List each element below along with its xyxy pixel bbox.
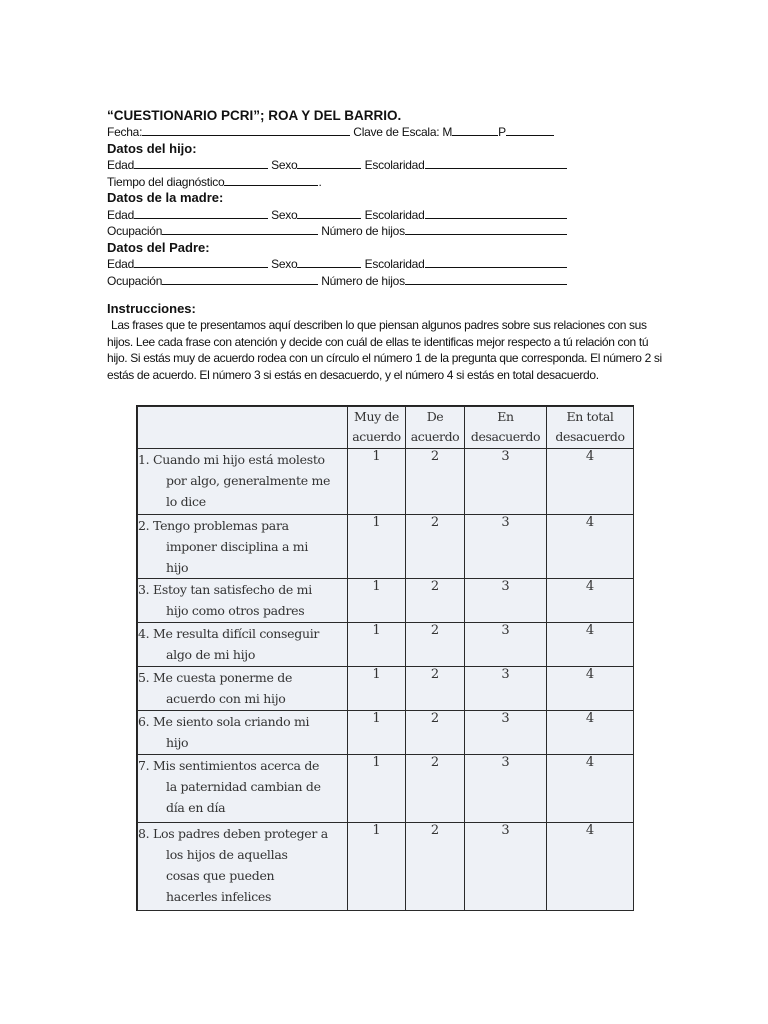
instructions-body: Las frases que te presentamos aquí describen lo que piensan algunos padres sobre sus relaciones con sus hijos. Lee cada frase con atención y decide con cuál de ellas te identificas mejor respecto a tú relación con tú hijo. Si estás muy de acuerdo rodea con un círculo el número 1 de la pregunta que corresponda. El número 2 si estás de acuerdo. El número 3 si estás en desacuerdo, y el número 4 si estás en total desacuerdo. (107, 318, 662, 382)
answer-option[interactable]: 3 (465, 515, 547, 579)
padre-line-1 (107, 256, 667, 273)
question-text-line: 5. Me cuesta ponerme de (138, 670, 293, 685)
column-header-line: desacuerdo (555, 429, 625, 444)
answer-option[interactable]: 1 (348, 711, 406, 755)
madre-ocupacion-field[interactable] (162, 223, 318, 235)
madre-line-2 (107, 223, 667, 240)
answer-option[interactable]: 4 (547, 579, 634, 623)
hijo-edad-label: Edad (107, 158, 135, 172)
answer-option[interactable]: 1 (348, 755, 406, 823)
fecha-line (107, 124, 667, 141)
column-header-line: desacuerdo (470, 429, 541, 444)
answer-option[interactable]: 1 (348, 623, 406, 667)
answer-option[interactable]: 1 (348, 449, 406, 515)
answer-option[interactable]: 2 (406, 755, 465, 823)
padre-numero-hijos-field[interactable] (405, 273, 567, 285)
answer-option[interactable]: 2 (406, 667, 465, 711)
question-cell (138, 449, 348, 515)
answer-option[interactable]: 2 (406, 823, 465, 911)
answer-option[interactable]: 3 (465, 667, 547, 711)
question-text-line: 4. Me resulta difícil conseguir (138, 626, 320, 641)
question-text-line: hacerles infelices (166, 889, 272, 904)
answer-option[interactable]: 2 (406, 623, 465, 667)
padre-line-2 (107, 273, 667, 290)
fecha-field[interactable] (142, 124, 350, 136)
column-header-line: Muy de (354, 409, 399, 424)
table-body (138, 449, 634, 911)
answer-option[interactable]: 4 (547, 515, 634, 579)
madre-heading: Datos de la madre: (107, 190, 224, 205)
answer-option[interactable]: 4 (547, 623, 634, 667)
padre-escolaridad-label: Escolaridad (364, 257, 425, 271)
table-row (138, 515, 634, 579)
question-text-line: lo dice (166, 494, 206, 509)
table-row (138, 755, 634, 823)
answer-option[interactable]: 3 (465, 449, 547, 515)
question-cell (138, 711, 348, 755)
question-text-line: día en día (166, 800, 226, 815)
padre-numero-hijos-label: Número de hijos (321, 273, 405, 288)
hijo-tiempo-end: . (318, 174, 322, 189)
question-text-line: los hijos de aquellas (166, 847, 288, 862)
padre-edad-label: Edad (107, 257, 135, 271)
column-header-line: En (497, 409, 514, 424)
question-cell (138, 823, 348, 911)
table-row (138, 823, 634, 911)
table-header-row (138, 407, 634, 449)
column-header-line: acuerdo (410, 429, 460, 444)
question-cell (138, 579, 348, 623)
madre-ocupacion-label: Ocupación (107, 224, 163, 238)
question-cell (138, 515, 348, 579)
madre-edad-label: Edad (107, 207, 135, 222)
answer-option[interactable]: 2 (406, 579, 465, 623)
column-header-line: En total (566, 409, 614, 424)
question-text-line: hijo (166, 735, 189, 750)
answer-option[interactable]: 2 (406, 515, 465, 579)
madre-sexo-field[interactable] (297, 207, 361, 219)
padre-ocupacion-label: Ocupación (107, 273, 163, 288)
clave-p-field[interactable] (506, 124, 554, 136)
question-text-line: hijo como otros padres (166, 603, 305, 618)
question-text-line: hijo (166, 560, 189, 575)
instructions-heading: Instrucciones: (107, 301, 196, 316)
answer-option[interactable]: 4 (547, 823, 634, 911)
madre-sexo-label: Sexo (271, 207, 298, 222)
hijo-tiempo-field[interactable] (224, 174, 318, 186)
answer-option[interactable]: 1 (348, 667, 406, 711)
question-cell (138, 755, 348, 823)
hijo-sexo-field[interactable] (297, 157, 361, 169)
survey-table (137, 406, 634, 911)
page-title: “CUESTIONARIO PCRI”; ROA Y DEL BARRIO. (107, 108, 402, 123)
madre-line-1 (107, 207, 667, 224)
column-header (465, 407, 547, 449)
question-text-line: acuerdo con mi hijo (166, 691, 286, 706)
hijo-edad-field[interactable] (134, 157, 268, 169)
hijo-line-2 (107, 174, 667, 191)
hijo-line-1 (107, 157, 667, 174)
padre-ocupacion-field[interactable] (162, 273, 318, 285)
hijo-sexo-label: Sexo (271, 158, 298, 172)
madre-numero-hijos-label: Número de hijos (321, 224, 405, 238)
instructions-text (107, 317, 663, 383)
answer-option[interactable]: 4 (547, 711, 634, 755)
padre-heading: Datos del Padre: (107, 239, 210, 255)
answer-option[interactable]: 2 (406, 449, 465, 515)
question-text-line: 1. Cuando mi hijo está molesto (138, 452, 325, 467)
hijo-tiempo-label: Tiempo del diagnóstico (107, 174, 225, 189)
madre-numero-hijos-field[interactable] (405, 223, 567, 235)
survey-table-container (136, 405, 634, 911)
table-row (138, 667, 634, 711)
madre-escolaridad-field[interactable] (425, 207, 567, 219)
answer-option[interactable]: 1 (348, 579, 406, 623)
column-header (406, 407, 465, 449)
column-header-line: De (426, 409, 444, 424)
table-row (138, 579, 634, 623)
table-row (138, 623, 634, 667)
question-text-line: algo de mi hijo (166, 647, 256, 662)
answer-option[interactable]: 1 (348, 823, 406, 911)
answer-option[interactable]: 3 (465, 623, 547, 667)
column-header-line: acuerdo (352, 429, 401, 444)
madre-edad-field[interactable] (134, 207, 268, 219)
question-cell (138, 667, 348, 711)
answer-option[interactable]: 4 (547, 667, 634, 711)
answer-option[interactable]: 3 (465, 823, 547, 911)
answer-option[interactable]: 1 (348, 515, 406, 579)
column-header (348, 407, 406, 449)
clave-p-label: P (498, 125, 506, 139)
table-row (138, 449, 634, 515)
hijo-escolaridad-label: Escolaridad (364, 158, 425, 172)
clave-m-field[interactable] (452, 124, 498, 136)
padre-escolaridad-field[interactable] (425, 256, 567, 268)
answer-option[interactable]: 2 (406, 711, 465, 755)
hijo-heading: Datos del hijo: (107, 140, 197, 156)
padre-edad-field[interactable] (134, 256, 268, 268)
answer-option[interactable]: 4 (547, 755, 634, 823)
question-text-line: 3. Estoy tan satisfecho de mi (138, 582, 312, 597)
answer-option[interactable]: 3 (465, 755, 547, 823)
fecha-label: Fecha: (107, 125, 143, 139)
table-row (138, 711, 634, 755)
question-text-line: por algo, generalmente me (166, 473, 331, 488)
column-header (547, 407, 634, 449)
hijo-escolaridad-field[interactable] (425, 157, 567, 169)
question-text-line: imponer disciplina a mi (166, 539, 309, 554)
madre-escolaridad-label: Escolaridad (364, 207, 425, 222)
question-text-line: la paternidad cambian de (166, 779, 321, 794)
answer-option[interactable]: 3 (465, 711, 547, 755)
padre-sexo-field[interactable] (297, 256, 361, 268)
question-text-line: cosas que pueden (166, 868, 275, 883)
document-sheet (107, 108, 667, 383)
question-text-line: 7. Mis sentimientos acerca de (138, 758, 320, 773)
answer-option[interactable]: 4 (547, 449, 634, 515)
question-cell (138, 623, 348, 667)
question-column-header (138, 407, 348, 449)
question-text-line: 6. Me siento sola criando mi (138, 714, 310, 729)
question-text-line: 8. Los padres deben proteger a (138, 826, 328, 841)
answer-option[interactable]: 3 (465, 579, 547, 623)
padre-sexo-label: Sexo (271, 257, 298, 271)
clave-label: Clave de Escala: M (353, 125, 453, 139)
question-text-line: 2. Tengo problemas para (138, 518, 289, 533)
